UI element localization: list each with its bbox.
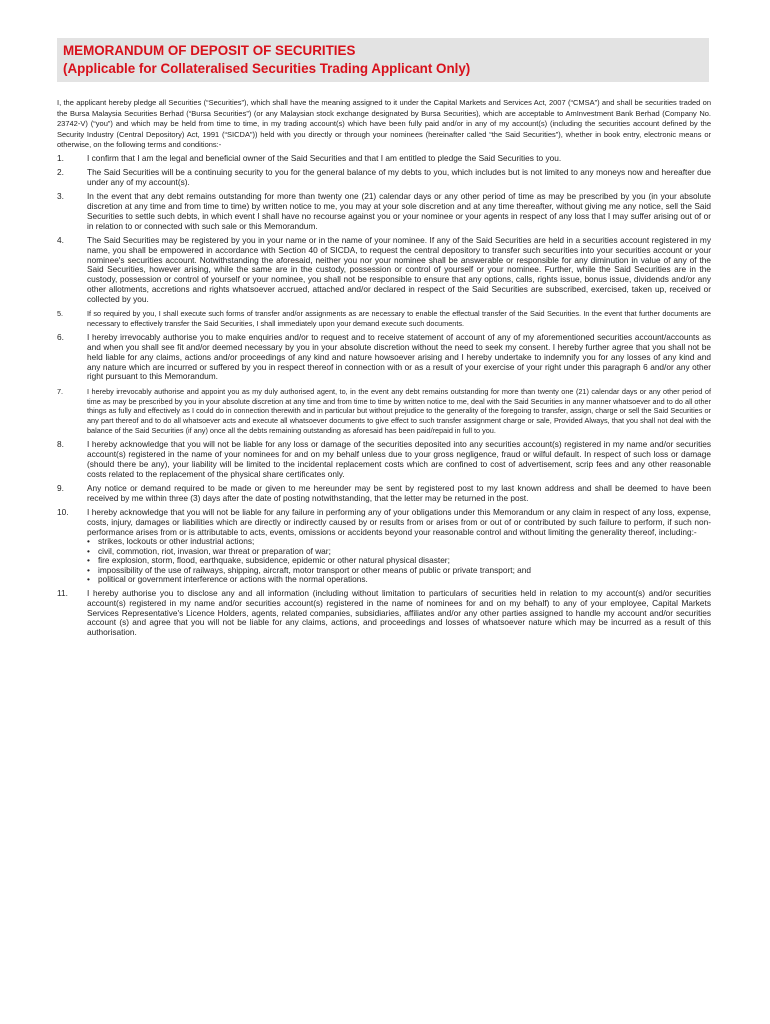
title-banner xyxy=(57,38,709,82)
term-item xyxy=(57,387,711,436)
term-text: If so required by you, I shall execute such forms of transfer and/or assignments as are necessary to enable the effectual transfer of the Said Securities. In the event that further documents are necessary to effectively transfer the Said Securities, I shall immediately upon your demand execute such documents. xyxy=(87,309,711,328)
bullet-icon: • xyxy=(87,574,90,585)
page-title: MEMORANDUM OF DEPOSIT OF SECURITIES xyxy=(63,43,356,58)
term-text-block xyxy=(87,154,711,164)
term-item xyxy=(57,168,711,188)
term-text-block xyxy=(87,333,711,382)
term-text: I hereby acknowledge that you will not be liable for any loss or damage of the securities deposited into any securities account(s) registered in my name and/or securities account(s) registered in the name of your nominees for and on my behalf unless due to your gross negligence, fraud or wilful default. In respect of such loss or damage (should there be any), your liability will be limited to the incidental replacement costs which are confined to cost of advertisement, scrip fees and any other reasonable costs related to the replacement of the physical share certificates only. xyxy=(87,439,711,479)
term-item xyxy=(57,154,711,164)
term-text-block xyxy=(87,387,711,436)
term-number: 4. xyxy=(57,235,64,246)
bullet-list xyxy=(87,537,711,584)
term-number: 11. xyxy=(57,587,68,598)
term-text-block xyxy=(87,440,711,479)
term-number: 2. xyxy=(57,167,64,178)
term-text-block xyxy=(87,309,711,329)
term-number: 5. xyxy=(57,309,64,319)
term-text: I hereby irrevocably authorise and appoint you as my duly authorised agent, to, in the event any debt remains outstanding for more than twenty one (21) calendar days or any other period of time as may be prescribed by you in your absolute discretion at any time and from time to time by written notice to me, deal with the Said Securities in any manner whatsoever and to do all other things as fully and effectively as I could do in connection therewith and in particular but without prejudice to the generality of the foregoing to transfer, assign, charge or sell the Said Securities or any part thereof and to do all whatsoever acts and execute all whatsoever documents to give effect to such transfer assignment charge or sale, Provided Always, that you shall not deal with the balance of the Said Securities (if any) once all the debts remaining outstanding as aforesaid has been paid/repaid in full to you. xyxy=(87,386,711,435)
term-number: 7. xyxy=(57,386,64,396)
term-text-block xyxy=(87,192,711,231)
bullet-item xyxy=(87,575,711,584)
term-number: 3. xyxy=(57,191,64,202)
bullet-text: impossibility of the use of railways, shipping, aircraft, motor transport or other means of public or private transport; and xyxy=(98,564,532,575)
term-item xyxy=(57,508,711,584)
term-item xyxy=(57,484,711,504)
bullet-icon: • xyxy=(87,536,90,547)
term-text-block xyxy=(87,168,711,188)
bullet-icon: • xyxy=(87,564,90,575)
term-text: I hereby authorise you to disclose any and all information (including without limitation to particulars of securities held in relation to my account(s) and/or securities account(s) registered in my name and/or securities account(s) registered in the name of nominees for and on my behalf) to any of your employee, Capital Markets Services Representative's Licence Holders, agents, related companies, subsidiaries, affiliates and/or any other parties assigned to handle my account and/or securities account (s) and agree that you will not be liable for any claims, actions, and proceedings and losses of whatsoever nature which may be incurred as a result of this authorisation. xyxy=(87,587,711,638)
term-text: Any notice or demand required to be made or given to me hereunder may be sent by registered post to my last known address and shall be deemed to have been received by me within three (3) days after the date of posting notwithstanding, that the letter may be returned in the post. xyxy=(87,482,711,503)
term-item xyxy=(57,589,711,638)
term-number: 9. xyxy=(57,482,64,493)
term-text-block xyxy=(87,589,711,638)
term-text: I confirm that I am the legal and beneficial owner of the Said Securities and that I am entitled to pledge the Said Securities to you. xyxy=(87,153,562,163)
term-item xyxy=(57,309,711,329)
terms-list xyxy=(57,154,711,642)
bullet-icon: • xyxy=(87,555,90,566)
term-item xyxy=(57,440,711,479)
term-number: 1. xyxy=(57,153,64,163)
term-text-block xyxy=(87,508,711,584)
term-number: 6. xyxy=(57,332,64,343)
term-item xyxy=(57,192,711,231)
intro-paragraph: I, the applicant hereby pledge all Securities (“Securities”), which shall have the meaning assigned to it under the Capital Markets and Services Act, 2007 (“CMSA”) and shall be securities traded on the Bursa Malaysia Securities Berhad (“Bursa Securities”) (or any Malaysian stock exchange designated by Bursa Securities), which are acceptable to AmInvestment Bank Berhad (Company No. 23742-V) (“you”) and which may be held from time to time, in my trading account(s) which have been fully paid and/or in any of my account(s) (including the securities account defined by the Security Industry (Central Depository) Act, 1991 (“SICDA”)) held with you directly or through your nominees (hereinafter called “the Said Securities”), whether in book entry, electronic means or otherwise, on the following terms and conditions:- xyxy=(57,98,711,150)
term-text: The Said Securities will be a continuing security to you for the general balance of my debts to you, which includes but is not limited to any moneys now and hereafter due under any of my account(s). xyxy=(87,167,711,188)
bullet-text: fire explosion, storm, flood, earthquake, subsidence, epidemic or other natural physical disaster; xyxy=(98,555,450,566)
term-text-block xyxy=(87,484,711,504)
term-text-block xyxy=(87,236,711,305)
term-item xyxy=(57,236,711,305)
term-number: 10. xyxy=(57,507,69,517)
term-number: 8. xyxy=(57,439,64,450)
term-text: The Said Securities may be registered by you in your name or in the name of your nominee. If any of the Said Securities are held in a securities account registered in my name, you shall be empowered in accordance with Section 40 of SICDA, to request the central depository to transfer such securities into your securities account or your nominee's securities account. Notwithstanding the aforesaid, neither you nor your nominee shall be answerable or responsible for any diminution in value of any of the Said Securities, however arising, while the same are in the custody, possession or control of yourself or your nominee. Further, while the Said Securities are in the custody, possession or control of yourself or your nominee, you shall not be responsible to ensure that any options, calls, rights issue, bonus issue, dividends and/or any other allotments, accretions and rights whatsoever accrued, attached and/or declared in respect of the Said Securities are subscribed, exercised, taken up, received or collected by you. xyxy=(87,235,711,304)
page-subtitle: (Applicable for Collateralised Securities Trading Applicant Only) xyxy=(63,60,471,76)
term-text: I hereby irrevocably authorise you to make enquiries and/or to request and to receive statement of account of any of my aforementioned securities account/accounts as and when you shall see fit and/or deemed necessary by you in your absolute discretion without the need to seek my consent. I hereby further agree that you shall not be held liable for any claims, actions and/or proceedings of any kind and nature howsoever arising and I hereby undertake to indemnify you for any losses of any kind and any nature which are incurred or suffered by you in respect thereof in connection with or as a result of your exercise of your right under this paragraph 6 and/or any other right pursuant to this Memorandum. xyxy=(87,332,711,382)
bullet-text: civil, commotion, riot, invasion, war threat or preparation of war; xyxy=(98,545,331,556)
bullet-text: strikes, lockouts or other industrial actions; xyxy=(98,536,255,547)
term-text: I hereby acknowledge that you will not be liable for any failure in performing any of your obligations under this Memorandum or any claim in respect of any loss, expense, costs, injury, damages or liabilities which are directly or indirectly caused by or results from or arises from or out of or contributed by such failure to perform, if such non-performance arises from or is attributable to acts, events, omissions or accidents beyond your reasonable control and without limiting the generality thereof, including:- xyxy=(87,507,711,537)
term-text: In the event that any debt remains outstanding for more than twenty one (21) calendar days or any other period of time as may be prescribed by you (in your absolute discretion at any time and from time to time) by written notice to me, you may at your sole discretion and at any time thereafter, without giving me any notice, sell the Said Securities to settle such debts, in which event I shall have no recourse against you or your nominee or your agents in respect of any loss that I may suffer arising out of or in relation to or connected with such sale or this Memorandum. xyxy=(87,191,711,231)
bullet-text: political or government interference or actions with the normal operations. xyxy=(98,574,368,585)
term-item xyxy=(57,333,711,382)
bullet-icon: • xyxy=(87,545,90,556)
